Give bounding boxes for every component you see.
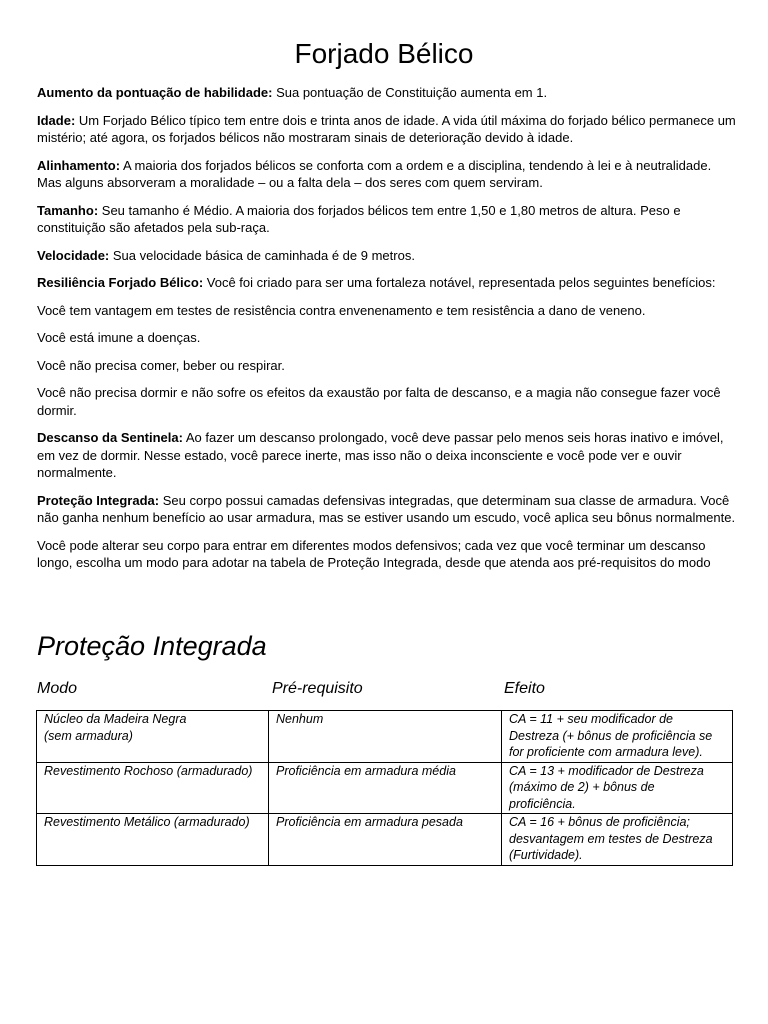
cell-line: Proficiência em armadura média [276, 763, 456, 778]
cell-efeito [502, 762, 733, 814]
cell-line: proficiência. [509, 796, 576, 811]
paragraph-text: Seu corpo possui camadas defensivas integradas, que determinam sua classe de armadura. Você não ganha nenhum benefício ao usar armadura, mas se estiver usando um escudo, você aplica seu bônus normalmente. [37, 492, 736, 525]
paragraph-modos-defensivos [37, 537, 737, 572]
cell-modo [37, 711, 269, 763]
cell-modo [37, 814, 269, 866]
paragraph-label: Tamanho: [37, 202, 99, 218]
paragraph-text: Ao fazer um descanso prolongado, você deve passar pelo menos seis horas inativo e imóvel, em vez de dormir. Nesse estado, você parece inerte, mas isso não o deixa inconsciente e você pode ver e ouvir normalmente. [37, 430, 724, 480]
paragraph-label: Aumento da pontuação de habilidade: [37, 85, 273, 100]
paragraph-veneno [37, 302, 737, 320]
page-title: Forjado Bélico [294, 38, 474, 69]
paragraph-idade [37, 112, 737, 147]
cell-line: Revestimento Rochoso (armadurado) [44, 763, 253, 778]
cell-line: Núcleo da Madeira Negra [44, 712, 187, 726]
cell-line: CA = 16 + bônus de proficiência; [509, 815, 690, 829]
table-row [37, 711, 733, 763]
paragraph-text: Você não precisa comer, beber ou respirar. [37, 357, 285, 373]
paragraph-text: Você não precisa dormir e não sofre os efeitos da exaustão por falta de descanso, e a magia não consegue fazer você dormir. [37, 385, 721, 418]
paragraph-text: Você foi criado para ser uma fortaleza notável, representada pelos seguintes benefícios: [203, 275, 716, 290]
protecao-table-wrapper [36, 710, 733, 866]
cell-line: Destreza (+ bônus de proficiência se [509, 728, 713, 743]
cell-line: Revestimento Metálico (armadurado) [44, 815, 250, 829]
paragraph-resiliencia [37, 274, 737, 292]
cell-prerequisito [269, 711, 502, 763]
body-text [37, 84, 737, 582]
cell-line: Nenhum [276, 712, 324, 726]
paragraph-text: Sua velocidade básica de caminhada é de 9 metros. [109, 247, 415, 263]
cell-line: (máximo de 2) + bônus de [509, 780, 655, 794]
cell-line: CA = 13 + modificador de Destreza [509, 763, 704, 778]
paragraph-text: A maioria dos forjados bélicos se conforta com a ordem e a disciplina, tendendo à lei e à neutralidade. Mas alguns absorveram a moralidade – ou a falta dela – dos seres com quem serviram. [37, 157, 712, 190]
paragraph-text: Você tem vantagem em testes de resistência contra envenenamento e tem resistência a dano de veneno. [37, 302, 646, 318]
paragraph-label: Velocidade: [37, 247, 110, 263]
column-header-prerequisito: Pré-requisito [272, 680, 363, 697]
table-row [37, 762, 733, 814]
paragraph-label: Alinhamento: [37, 157, 121, 173]
paragraph-label: Resiliência Forjado Bélico: [37, 275, 204, 290]
cell-line: CA = 11 + seu modificador de [509, 712, 673, 726]
paragraph-alinhamento [37, 157, 737, 192]
paragraph-label: Proteção Integrada: [37, 492, 160, 508]
paragraph-label: Idade: [37, 112, 76, 128]
paragraph-dormir [37, 384, 737, 419]
paragraph-descanso-sentinela [37, 429, 737, 482]
paragraph-aumento-habilidade [37, 84, 737, 102]
column-header-modo: Modo [37, 680, 78, 697]
paragraph-doencas [37, 329, 737, 347]
paragraph-text: Um Forjado Bélico típico tem entre dois e trinta anos de idade. A vida útil máxima do forjado bélico permanece um mistério; até agora, os forjados bélicos não mostraram sinais de deterioração devido à idade. [37, 112, 736, 145]
cell-line: desvantagem em testes de Destreza [509, 831, 713, 846]
paragraph-label: Descanso da Sentinela: [37, 430, 183, 445]
paragraph-text: Sua pontuação de Constituição aumenta em 1. [272, 85, 548, 100]
cell-line: (Furtividade). [509, 848, 583, 862]
paragraph-velocidade [37, 247, 737, 265]
cell-prerequisito [269, 762, 502, 814]
paragraph-text: Seu tamanho é Médio. A maioria dos forjados bélicos tem entre 1,50 e 1,80 metros de altura. Peso e constituição são afetados pela sub-raça. [37, 202, 681, 235]
cell-efeito [502, 711, 733, 763]
paragraph-text: Você está imune a doenças. [37, 330, 201, 345]
column-header-efeito: Efeito [504, 680, 545, 697]
cell-efeito [502, 814, 733, 866]
section-title: Proteção Integrada [37, 631, 267, 661]
protecao-table [36, 710, 733, 866]
cell-modo [37, 762, 269, 814]
paragraph-text: Você pode alterar seu corpo para entrar em diferentes modos defensivos; cada vez que você terminar um descanso longo, escolha um modo para adotar na tabela de Proteção Integrada, desde que atenda aos pré-requisitos do modo [37, 537, 711, 570]
cell-line: Proficiência em armadura pesada [276, 815, 463, 829]
cell-line: (sem armadura) [44, 728, 133, 743]
cell-prerequisito [269, 814, 502, 866]
paragraph-protecao-integrada [37, 492, 737, 527]
table-row [37, 814, 733, 866]
cell-line: for proficiente com armadura leve). [509, 745, 703, 759]
paragraph-tamanho [37, 202, 737, 237]
paragraph-comer [37, 357, 737, 375]
